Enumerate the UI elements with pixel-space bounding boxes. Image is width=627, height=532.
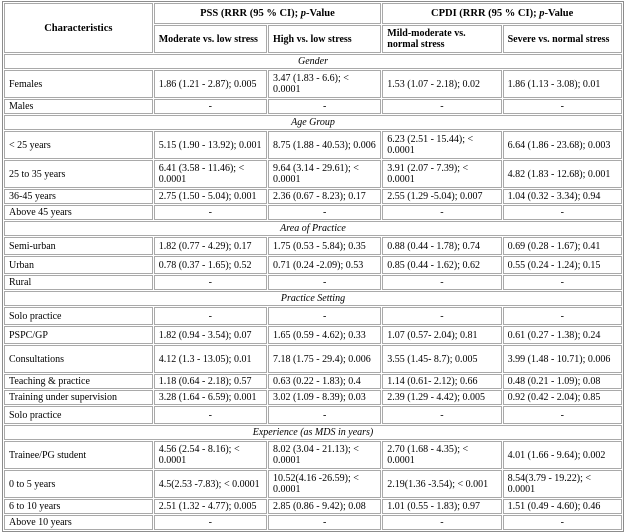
subheader-mild-moderate-vs-normal: Mild-moderate vs. normal stress xyxy=(382,25,501,53)
row-label: Females xyxy=(4,70,153,98)
table-cell: - xyxy=(268,205,381,220)
table-cell: 3.55 (1.45- 8.7); 0.005 xyxy=(382,345,501,373)
table-cell: - xyxy=(154,99,267,114)
row-label: Teaching & practice xyxy=(4,374,153,389)
table-cell: - xyxy=(503,205,622,220)
table-cell: 1.65 (0.59 - 4.62); 0.33 xyxy=(268,326,381,344)
table-row xyxy=(4,275,622,290)
table-row xyxy=(4,256,622,274)
table-row xyxy=(4,390,622,405)
table-row xyxy=(4,499,622,514)
table-cell: - xyxy=(382,406,501,424)
table-cell: 0.88 (0.44 - 1.78); 0.74 xyxy=(382,237,501,255)
table-cell: 0.69 (0.28 - 1.67); 0.41 xyxy=(503,237,622,255)
table-cell: 0.92 (0.42 - 2.04); 0.85 xyxy=(503,390,622,405)
table-cell: - xyxy=(382,307,501,325)
section-title: Age Group xyxy=(4,115,622,130)
table-row xyxy=(4,237,622,255)
table-cell: - xyxy=(154,275,267,290)
subheader-severe-vs-normal: Severe vs. normal stress xyxy=(503,25,622,53)
table-row xyxy=(4,345,622,373)
table-row xyxy=(4,189,622,204)
table-row xyxy=(4,441,622,469)
table-cell: 9.64 (3.14 - 29.61); < 0.0001 xyxy=(268,160,381,188)
row-label: < 25 years xyxy=(4,131,153,159)
section-row xyxy=(4,425,622,440)
table-cell: 2.39 (1.29 - 4.42); 0.005 xyxy=(382,390,501,405)
row-label: Males xyxy=(4,99,153,114)
table-cell: 4.82 (1.83 - 12.68); 0.001 xyxy=(503,160,622,188)
section-title: Practice Setting xyxy=(4,291,622,306)
row-label: Trainee/PG student xyxy=(4,441,153,469)
table-row xyxy=(4,515,622,530)
table-cell: 3.91 (2.07 - 7.39); < 0.0001 xyxy=(382,160,501,188)
table-cell: - xyxy=(154,515,267,530)
table-cell: 2.51 (1.32 - 4.77); 0.005 xyxy=(154,499,267,514)
table-cell: - xyxy=(154,307,267,325)
row-label: PSPC/GP xyxy=(4,326,153,344)
section-row xyxy=(4,115,622,130)
row-label: Urban xyxy=(4,256,153,274)
table-cell: - xyxy=(503,515,622,530)
table-cell: - xyxy=(503,99,622,114)
table-cell: 1.53 (1.07 - 2.18); 0.02 xyxy=(382,70,501,98)
table-cell: 1.18 (0.64 - 2.18); 0.57 xyxy=(154,374,267,389)
table-cell: 1.82 (0.77 - 4.29); 0.17 xyxy=(154,237,267,255)
subheader-moderate-vs-low: Moderate vs. low stress xyxy=(154,25,267,53)
table-cell: 1.07 (0.57- 2.04); 0.81 xyxy=(382,326,501,344)
table-row xyxy=(4,374,622,389)
table-row xyxy=(4,99,622,114)
table-row xyxy=(4,326,622,344)
table-cell: - xyxy=(503,275,622,290)
table-row xyxy=(4,307,622,325)
row-label: Above 10 years xyxy=(4,515,153,530)
row-label: Rural xyxy=(4,275,153,290)
table-cell: - xyxy=(503,307,622,325)
table-cell: - xyxy=(268,406,381,424)
table-cell: 2.70 (1.68 - 4.35); < 0.0001 xyxy=(382,441,501,469)
table-cell: 5.15 (1.90 - 13.92); 0.001 xyxy=(154,131,267,159)
cpdi-header: CPDI (RRR (95 % CI); p-Value xyxy=(382,3,622,24)
subheader-high-vs-low: High vs. low stress xyxy=(268,25,381,53)
header-row xyxy=(4,3,622,24)
row-label: 36-45 years xyxy=(4,189,153,204)
table-cell: - xyxy=(382,275,501,290)
section-title: Gender xyxy=(4,54,622,69)
table-row xyxy=(4,160,622,188)
table-cell: 6.64 (1.86 - 23.68); 0.003 xyxy=(503,131,622,159)
table-cell: - xyxy=(382,205,501,220)
table-cell: 3.99 (1.48 - 10.71); 0.006 xyxy=(503,345,622,373)
row-label: Consultations xyxy=(4,345,153,373)
table-cell: 1.04 (0.32 - 3.34); 0.94 xyxy=(503,189,622,204)
section-title: Area of Practice xyxy=(4,221,622,236)
table-cell: 4.01 (1.66 - 9.64); 0.002 xyxy=(503,441,622,469)
table-cell: 1.86 (1.21 - 2.87); 0.005 xyxy=(154,70,267,98)
pss-header: PSS (RRR (95 % CI); p-Value xyxy=(154,3,382,24)
section-title: Experience (as MDS in years) xyxy=(4,425,622,440)
results-table xyxy=(2,1,624,532)
table-cell: 2.19(1.36 -3.54); < 0.001 xyxy=(382,470,501,498)
table-cell: 2.55 (1.29 -5.04); 0.007 xyxy=(382,189,501,204)
table-cell: 0.63 (0.22 - 1.83); 0.4 xyxy=(268,374,381,389)
row-label: Above 45 years xyxy=(4,205,153,220)
table-cell: 7.18 (1.75 - 29.4); 0.006 xyxy=(268,345,381,373)
table-cell: 1.82 (0.94 - 3.54); 0.07 xyxy=(154,326,267,344)
table-cell: 8.75 (1.88 - 40.53); 0.006 xyxy=(268,131,381,159)
table-cell: 6.41 (3.58 - 11.46); < 0.0001 xyxy=(154,160,267,188)
table-cell: 0.48 (0.21 - 1.09); 0.08 xyxy=(503,374,622,389)
table-row xyxy=(4,406,622,424)
table-cell: 10.52(4.16 -26.59); < 0.0001 xyxy=(268,470,381,498)
table-cell: 3.28 (1.64 - 6.59); 0.001 xyxy=(154,390,267,405)
row-label: Solo practice xyxy=(4,307,153,325)
table-cell: 4.5(2.53 -7.83); < 0.0001 xyxy=(154,470,267,498)
section-row xyxy=(4,54,622,69)
table-cell: - xyxy=(268,275,381,290)
row-label: Training under supervision xyxy=(4,390,153,405)
table-cell: 1.01 (0.55 - 1.83); 0.97 xyxy=(382,499,501,514)
table-cell: - xyxy=(382,99,501,114)
table-cell: 3.02 (1.09 - 8.39); 0.03 xyxy=(268,390,381,405)
table-row xyxy=(4,470,622,498)
table-cell: 2.36 (0.67 - 8.23); 0.17 xyxy=(268,189,381,204)
table-cell: 1.51 (0.49 - 4.60); 0.46 xyxy=(503,499,622,514)
table-body xyxy=(4,54,622,530)
table-row xyxy=(4,131,622,159)
table-cell: 4.12 (1.3 - 13.05); 0.01 xyxy=(154,345,267,373)
table-cell: - xyxy=(268,515,381,530)
table-cell: - xyxy=(154,406,267,424)
row-label: Solo practice xyxy=(4,406,153,424)
table-cell: 6.23 (2.51 - 15.44); < 0.0001 xyxy=(382,131,501,159)
table-cell: 2.75 (1.50 - 5.04); 0.001 xyxy=(154,189,267,204)
table-row xyxy=(4,70,622,98)
section-row xyxy=(4,291,622,306)
results-table-container xyxy=(2,1,624,532)
table-cell: 8.54(3.79 - 19.22); < 0.0001 xyxy=(503,470,622,498)
table-cell: 1.75 (0.53 - 5.84); 0.35 xyxy=(268,237,381,255)
table-cell: 8.02 (3.04 - 21.13); < 0.0001 xyxy=(268,441,381,469)
table-cell: 0.55 (0.24 - 1.24); 0.15 xyxy=(503,256,622,274)
table-cell: 0.71 (0.24 -2.09); 0.53 xyxy=(268,256,381,274)
table-cell: 0.78 (0.37 - 1.65); 0.52 xyxy=(154,256,267,274)
table-row xyxy=(4,205,622,220)
table-cell: 2.85 (0.86 - 9.42); 0.08 xyxy=(268,499,381,514)
table-cell: 3.47 (1.83 - 6.6); < 0.0001 xyxy=(268,70,381,98)
table-cell: 1.14 (0.61- 2.12); 0.66 xyxy=(382,374,501,389)
row-label: 0 to 5 years xyxy=(4,470,153,498)
row-label: Semi-urban xyxy=(4,237,153,255)
table-cell: - xyxy=(382,515,501,530)
table-cell: 0.61 (0.27 - 1.38); 0.24 xyxy=(503,326,622,344)
table-cell: 4.56 (2.54 - 8.16); < 0.0001 xyxy=(154,441,267,469)
characteristics-header: Characteristics xyxy=(4,3,153,53)
table-cell: - xyxy=(268,307,381,325)
row-label: 25 to 35 years xyxy=(4,160,153,188)
section-row xyxy=(4,221,622,236)
row-label: 6 to 10 years xyxy=(4,499,153,514)
table-cell: - xyxy=(154,205,267,220)
table-cell: - xyxy=(268,99,381,114)
table-cell: 1.86 (1.13 - 3.08); 0.01 xyxy=(503,70,622,98)
table-cell: 0.85 (0.44 - 1.62); 0.62 xyxy=(382,256,501,274)
table-cell: - xyxy=(503,406,622,424)
